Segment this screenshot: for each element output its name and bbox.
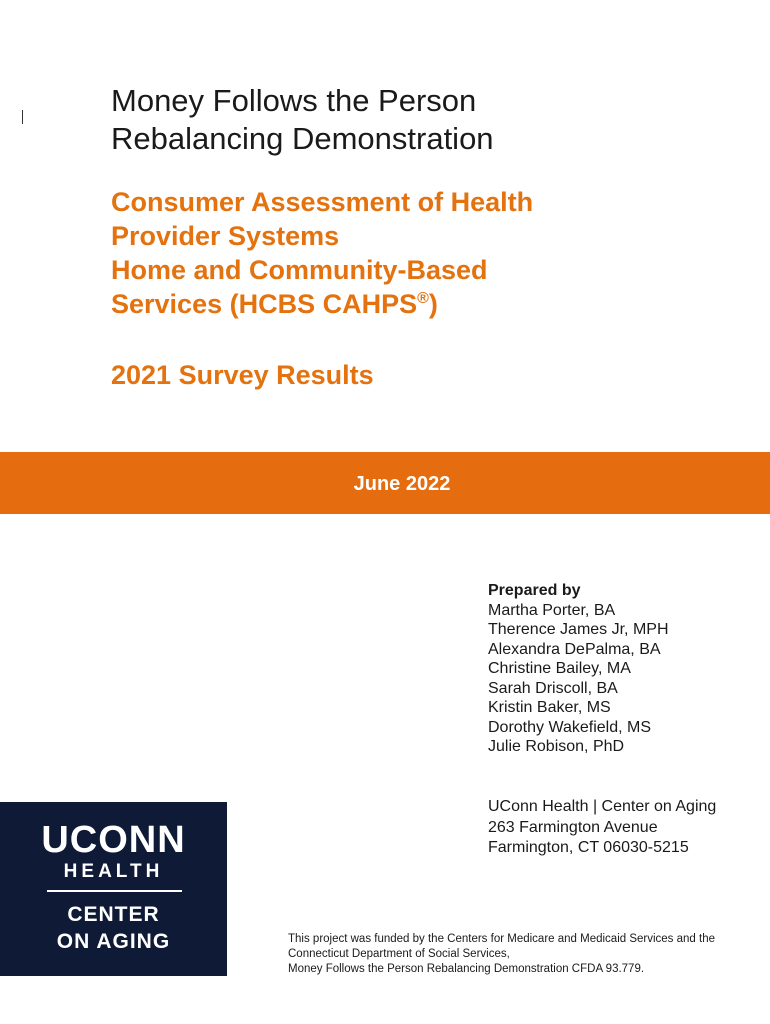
logo-center-text: CENTER	[67, 903, 160, 926]
author: Christine Bailey, MA	[488, 660, 631, 677]
document-title	[111, 82, 671, 158]
prepared-by-heading: Prepared by	[488, 582, 581, 599]
subtitle-line-1: Consumer Assessment of Health	[111, 187, 534, 217]
subtitle-line-4-end: )	[428, 289, 438, 319]
author: Therence James Jr, MPH	[488, 621, 669, 638]
logo-aging-text: ON AGING	[56, 930, 171, 953]
title-line-2: Rebalancing Demonstration	[111, 121, 494, 156]
address-street: 263 Farmington Avenue	[488, 818, 658, 836]
logo-uconn-text: UCONN	[41, 819, 186, 861]
funding-line-1: This project was funded by the Centers for Medicare and Medicaid Services and the	[288, 933, 715, 945]
author: Julie Robison, PhD	[488, 738, 625, 755]
author: Kristin Baker, MS	[488, 699, 611, 716]
funding-statement	[288, 932, 763, 977]
title-line-1: Money Follows the Person	[111, 83, 477, 118]
logo-health-text: HEALTH	[63, 861, 164, 882]
address-org: UConn Health | Center on Aging	[488, 798, 717, 815]
address-city: Farmington, CT 06030-5215	[488, 839, 689, 856]
funding-line-2: Connecticut Department of Social Services,	[288, 948, 510, 960]
author: Alexandra DePalma, BA	[488, 640, 661, 658]
prepared-by-block	[488, 581, 758, 757]
subtitle-line-4	[111, 287, 711, 321]
funding-line-3: Money Follows the Person Rebalancing Demonstration CFDA 93.779.	[288, 963, 645, 975]
address-block	[488, 797, 758, 859]
author: Martha Porter, BA	[488, 601, 616, 619]
publication-date: June 2022	[353, 473, 451, 495]
author: Sarah Driscoll, BA	[488, 679, 618, 697]
uconn-health-logo	[0, 802, 227, 976]
author: Dorothy Wakefield, MS	[488, 718, 652, 736]
logo-divider	[47, 890, 182, 892]
document-subtitle	[111, 185, 711, 321]
subtitle-line-2: Provider Systems	[111, 221, 340, 251]
results-heading: 2021 Survey Results	[111, 360, 374, 390]
subtitle-line-4-text: Services (HCBS CAHPS	[111, 289, 418, 319]
margin-mark	[22, 110, 23, 124]
subtitle-line-3: Home and Community-Based	[111, 255, 488, 285]
registered-mark: ®	[417, 290, 429, 307]
date-banner	[0, 452, 770, 514]
